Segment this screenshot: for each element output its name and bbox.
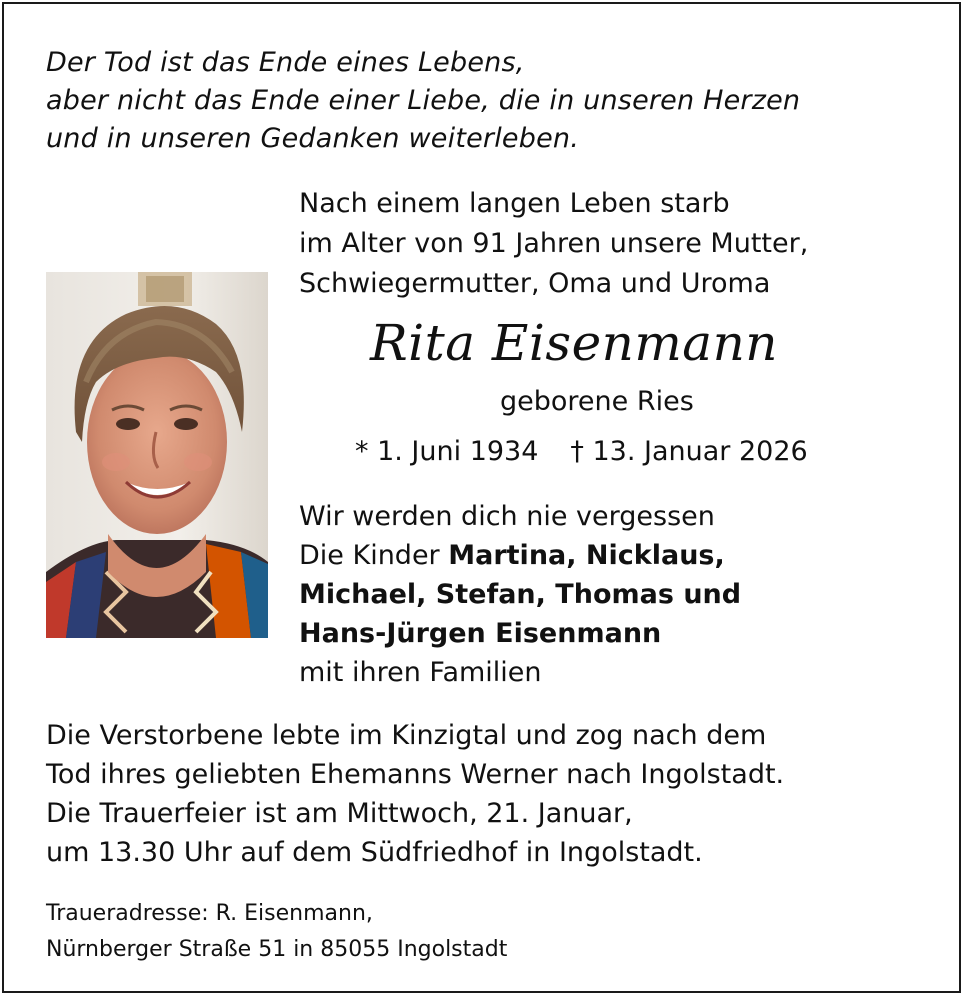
death-date: † 13. Januar 2026 bbox=[570, 436, 808, 467]
portrait-illustration bbox=[46, 272, 268, 638]
children-names: Hans-Jürgen Eisenmann bbox=[299, 618, 662, 649]
birth-date: * 1. Juni 1934 bbox=[355, 436, 539, 467]
funeral-info bbox=[46, 716, 784, 872]
children-names: Martina, Nicklaus, bbox=[448, 540, 725, 571]
portrait-photo bbox=[46, 272, 268, 638]
intro-line: Nach einem langen Leben starb bbox=[299, 188, 730, 219]
children-names: Michael, Stefan, Thomas und bbox=[299, 579, 742, 610]
intro-line: im Alter von 91 Jahren unsere Mutter, bbox=[299, 228, 809, 259]
family-signoff bbox=[299, 497, 741, 692]
signoff-line: mit ihren Familien bbox=[299, 657, 542, 688]
info-line: um 13.30 Uhr auf dem Südfriedhof in Ingolstadt. bbox=[46, 837, 703, 868]
signoff-prefix: Die Kinder bbox=[299, 540, 449, 571]
signoff-line bbox=[299, 614, 741, 653]
info-line: Tod ihres geliebten Ehemanns Werner nach Ingolstadt. bbox=[46, 759, 785, 790]
address-line: Nürnberger Straße 51 in 85055 Ingolstadt bbox=[46, 937, 508, 962]
motto-line: aber nicht das Ende einer Liebe, die in unseren Herzen bbox=[46, 85, 801, 116]
motto-quote bbox=[46, 44, 800, 158]
signoff-line: Wir werden dich nie vergessen bbox=[299, 501, 715, 532]
deceased-name: Rita Eisenmann bbox=[370, 314, 779, 372]
info-line: Die Verstorbene lebte im Kinzigtal und zog nach dem bbox=[46, 720, 767, 751]
mourning-address bbox=[46, 896, 507, 968]
life-dates bbox=[355, 432, 808, 472]
intro-line: Schwiegermutter, Oma und Uroma bbox=[299, 268, 771, 299]
birth-name: geborene Ries bbox=[500, 386, 694, 417]
address-line: Traueradresse: R. Eisenmann, bbox=[46, 901, 373, 926]
signoff-line bbox=[299, 536, 741, 575]
motto-line: Der Tod ist das Ende eines Lebens, bbox=[46, 47, 525, 78]
info-line: Die Trauerfeier ist am Mittwoch, 21. Januar, bbox=[46, 798, 633, 829]
motto-line: und in unseren Gedanken weiterleben. bbox=[46, 123, 579, 154]
signoff-line bbox=[299, 575, 741, 614]
intro-text bbox=[299, 184, 808, 304]
